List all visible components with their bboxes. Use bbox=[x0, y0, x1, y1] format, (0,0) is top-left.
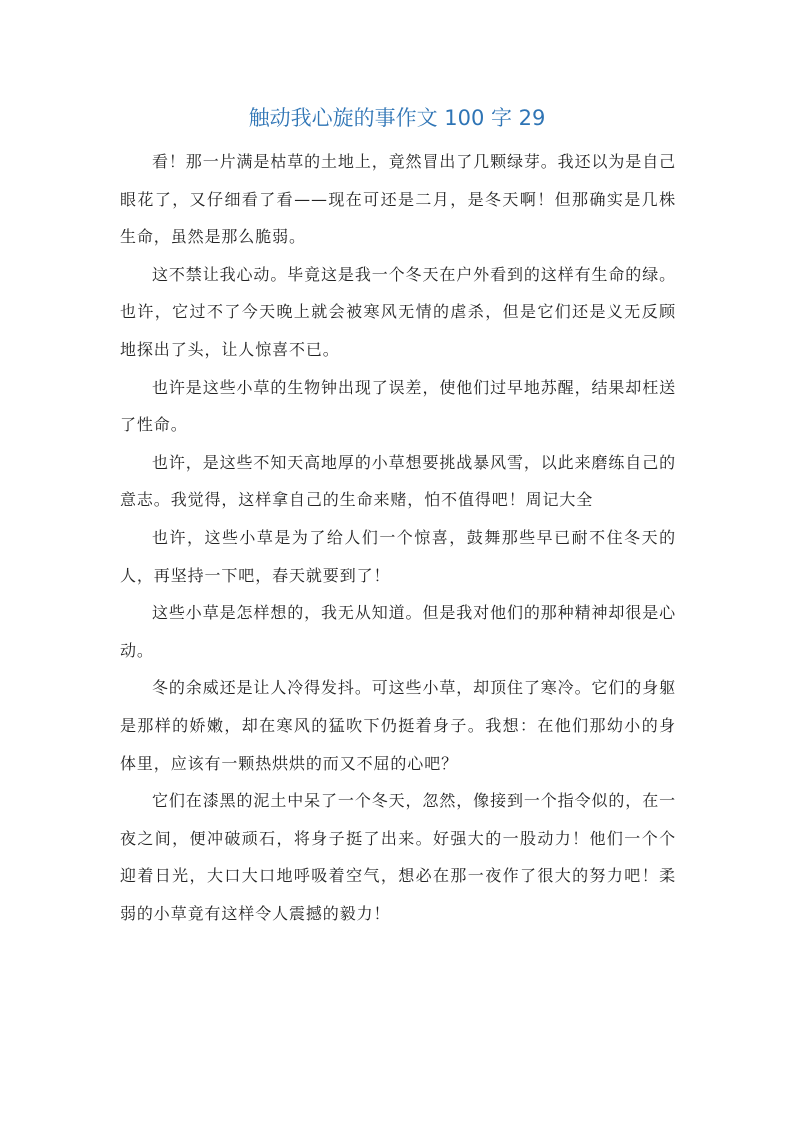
paragraph: 也许，这些小草是为了给人们一个惊喜，鼓舞那些早已耐不住冬天的人，再坚持一下吧，春天就要到了！ bbox=[120, 527, 676, 585]
paragraph: 也许，是这些不知天高地厚的小草想要挑战暴风雪，以此来磨练自己的意志。我觉得，这样拿自己的生命来赌，怕不值得吧！周记大全 bbox=[120, 452, 676, 510]
paragraph: 它们在漆黑的泥土中呆了一个冬天，忽然，像接到一个指令似的，在一夜之间，便冲破顽石，将身子挺了出来。好强大的一股动力！他们一个个迎着日光，大口大口地呼吸着空气，想必在那一夜作了很大的努力吧！柔弱的小草竟有这样令人震撼的毅力！ bbox=[120, 791, 676, 923]
paragraph: 也许是这些小草的生物钟出现了误差，使他们过早地苏醒，结果却枉送了性命。 bbox=[120, 377, 676, 435]
document-title: 触动我心旋的事作文 100 字 29 bbox=[248, 106, 546, 130]
document-body bbox=[120, 143, 676, 932]
paragraph: 这不禁让我心动。毕竟这是我一个冬天在户外看到的这样有生命的绿。也许，它过不了今天晚上就会被寒风无情的虐杀，但是它们还是义无反顾地探出了头，让人惊喜不已。 bbox=[120, 264, 676, 359]
paragraph: 看！那一片满是枯草的土地上，竟然冒出了几颗绿芽。我还以为是自己眼花了，又仔细看了看——现在可还是二月，是冬天啊！但那确实是几株生命，虽然是那么脆弱。 bbox=[120, 152, 676, 247]
paragraph: 冬的余威还是让人冷得发抖。可这些小草，却顶住了寒冷。它们的身躯是那样的娇嫩，却在寒风的猛吹下仍挺着身子。我想：在他们那幼小的身体里，应该有一颗热烘烘的而又不屈的心吧？ bbox=[120, 678, 676, 773]
paragraph: 这些小草是怎样想的，我无从知道。但是我对他们的那种精神却很是心动。 bbox=[120, 603, 676, 660]
